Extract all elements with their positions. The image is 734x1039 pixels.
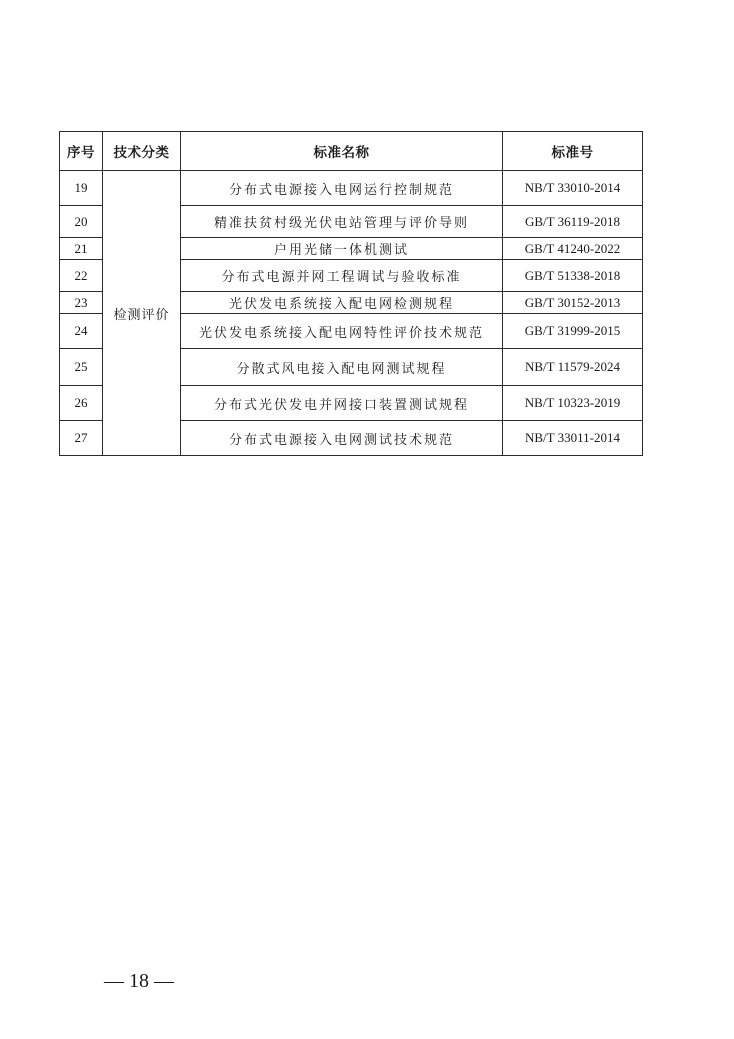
- table-header-row: [60, 132, 643, 171]
- page-number: — 18 —: [104, 970, 174, 992]
- standard-name: 分布式电源接入电网测试技术规范: [181, 421, 503, 456]
- header-standard-name: 标准名称: [181, 132, 503, 171]
- standard-code: NB/T 10323-2019: [503, 386, 643, 421]
- header-standard-code: 标准号: [503, 132, 643, 171]
- standard-name: 分布式电源并网工程调试与验收标准: [181, 260, 503, 292]
- header-category: 技术分类: [103, 132, 181, 171]
- row-index: 25: [60, 349, 103, 386]
- row-index: 20: [60, 206, 103, 238]
- standards-table: [59, 131, 643, 456]
- standard-name: 分散式风电接入配电网测试规程: [181, 349, 503, 386]
- standard-code: NB/T 11579-2024: [503, 349, 643, 386]
- row-index: 26: [60, 386, 103, 421]
- standard-name: 精准扶贫村级光伏电站管理与评价导则: [181, 206, 503, 238]
- standard-code: GB/T 51338-2018: [503, 260, 643, 292]
- row-index: 27: [60, 421, 103, 456]
- row-index: 23: [60, 292, 103, 314]
- standard-name: 分布式光伏发电并网接口装置测试规程: [181, 386, 503, 421]
- row-index: 19: [60, 171, 103, 206]
- standard-code: GB/T 30152-2013: [503, 292, 643, 314]
- row-index: 24: [60, 314, 103, 349]
- standard-name: 光伏发电系统接入配电网检测规程: [181, 292, 503, 314]
- standard-code: GB/T 31999-2015: [503, 314, 643, 349]
- category-cell: 检测评价: [103, 171, 181, 456]
- row-index: 21: [60, 238, 103, 260]
- standard-code: NB/T 33010-2014: [503, 171, 643, 206]
- standard-code: GB/T 36119-2018: [503, 206, 643, 238]
- row-index: 22: [60, 260, 103, 292]
- standard-code: GB/T 41240-2022: [503, 238, 643, 260]
- table-row: [60, 171, 643, 206]
- standard-name: 户用光储一体机测试: [181, 238, 503, 260]
- standard-code: NB/T 33011-2014: [503, 421, 643, 456]
- standard-name: 光伏发电系统接入配电网特性评价技术规范: [181, 314, 503, 349]
- header-index: 序号: [60, 132, 103, 171]
- standard-name: 分布式电源接入电网运行控制规范: [181, 171, 503, 206]
